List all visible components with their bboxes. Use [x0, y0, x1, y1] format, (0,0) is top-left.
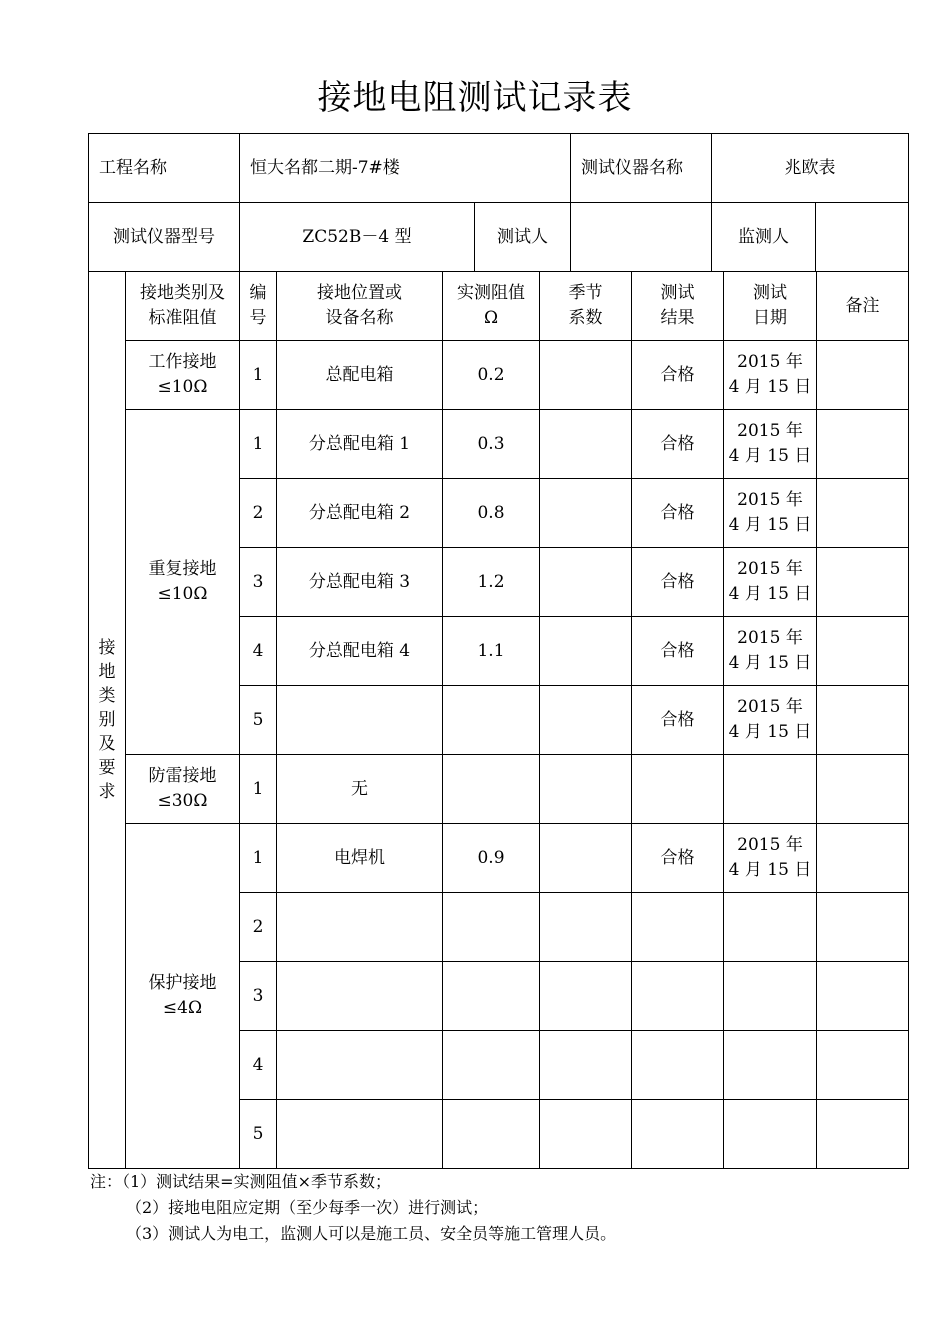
row-location-text: 总配电箱: [325, 364, 394, 385]
group-label: [126, 755, 240, 824]
group-label: [126, 341, 240, 410]
col-date: [724, 272, 817, 341]
row-result: [632, 1100, 724, 1169]
row-measured-text: 0.3: [477, 433, 505, 454]
row-date-text: 2015 年: [737, 559, 803, 579]
col-season-text: 系数: [568, 308, 603, 328]
row-date: [724, 479, 817, 548]
row-date-text: 4 月 15 日: [728, 515, 812, 535]
row-location: [277, 548, 443, 617]
row-date-text: 4 月 15 日: [728, 446, 812, 466]
row-no: [240, 1100, 277, 1169]
row-no-text: 1: [252, 847, 264, 868]
tester-label: 测试人: [475, 203, 571, 272]
col-measured-text: Ω: [483, 308, 499, 328]
row-measured-text: 1.2: [477, 571, 505, 592]
col-remark-text: 备注: [845, 295, 880, 316]
row-location: [277, 410, 443, 479]
tester-value: [571, 203, 712, 272]
row-remark: [817, 1031, 909, 1100]
row-season: [540, 479, 632, 548]
row-date: [724, 824, 817, 893]
project-label: 工程名称: [89, 134, 240, 203]
row-date: [724, 617, 817, 686]
note-line: （3）测试人为电工，监测人可以是施工员、安全员等施工管理人员。: [126, 1224, 617, 1243]
row-location: [277, 1031, 443, 1100]
row-measured: [443, 410, 540, 479]
row-remark: [817, 479, 909, 548]
row-result: [632, 893, 724, 962]
row-location: [277, 824, 443, 893]
row-season: [540, 548, 632, 617]
row-date: [724, 341, 817, 410]
row-remark: [817, 341, 909, 410]
row-date-text: 2015 年: [737, 835, 803, 855]
row-date-text: 2015 年: [737, 352, 803, 372]
row-no-text: 2: [252, 502, 264, 523]
row-season: [540, 617, 632, 686]
col-date-text: 测试: [753, 283, 787, 303]
row-remark: [817, 1100, 909, 1169]
instrument-model-value: ZC52B－4 型: [240, 203, 475, 272]
row-no: [240, 479, 277, 548]
row-no-text: 1: [252, 433, 264, 454]
table-row: [89, 755, 909, 824]
instrument-name-value: 兆欧表: [712, 134, 909, 203]
instrument-name-label: 测试仪器名称: [571, 134, 712, 203]
category-label: 接 地 类 别 及 要 求: [98, 637, 116, 802]
row-no-text: 4: [252, 1054, 264, 1075]
row-result: [632, 962, 724, 1031]
table-row: [89, 824, 909, 893]
monitor-label: 监测人: [712, 203, 816, 272]
row-date-text: 4 月 15 日: [728, 860, 812, 880]
row-result-text: 合格: [660, 502, 695, 523]
table-row: [89, 341, 909, 410]
row-result: [632, 617, 724, 686]
row-season: [540, 1100, 632, 1169]
row-remark: [817, 962, 909, 1031]
row-no: [240, 755, 277, 824]
row-remark: [817, 824, 909, 893]
row-result-text: 合格: [660, 364, 695, 385]
row-no-text: 1: [252, 778, 264, 799]
row-location-text: 分总配电箱 2: [308, 502, 411, 523]
col-result-text: 测试: [660, 283, 695, 303]
group-label-text: ≤10Ω: [157, 377, 208, 397]
row-location: [277, 686, 443, 755]
row-result: [632, 548, 724, 617]
row-location: [277, 1100, 443, 1169]
col-no: [240, 272, 277, 341]
row-location-text: 分总配电箱 1: [308, 433, 411, 454]
row-location: [277, 755, 443, 824]
row-no-text: 5: [252, 1123, 264, 1144]
row-date: [724, 686, 817, 755]
group-label-text: 防雷接地: [148, 766, 217, 786]
row-no: [240, 341, 277, 410]
group-label: [126, 824, 240, 1169]
col-location-text: 接地位置或: [317, 283, 402, 303]
row-result: [632, 410, 724, 479]
row-result-text: 合格: [660, 640, 695, 661]
row-remark: [817, 548, 909, 617]
row-measured: [443, 479, 540, 548]
category-column: [89, 272, 126, 1169]
row-result-text: 合格: [660, 433, 695, 454]
row-date: [724, 755, 817, 824]
project-value: 恒大名都二期-7#楼: [240, 134, 571, 203]
row-date: [724, 1100, 817, 1169]
row-measured: [443, 686, 540, 755]
row-measured: [443, 824, 540, 893]
row-measured: [443, 617, 540, 686]
row-location: [277, 479, 443, 548]
row-measured-text: 0.2: [477, 364, 505, 385]
row-no: [240, 1031, 277, 1100]
col-type-std-text: 标准阻值: [148, 308, 217, 328]
row-date-text: 2015 年: [737, 628, 803, 648]
col-result: [632, 272, 724, 341]
row-no: [240, 824, 277, 893]
row-date-text: 2015 年: [737, 697, 803, 717]
row-result: [632, 341, 724, 410]
row-location: [277, 893, 443, 962]
row-measured-text: 1.1: [477, 640, 505, 661]
column-header-row: [89, 272, 909, 341]
col-type-std: [126, 272, 240, 341]
table-row: [89, 410, 909, 479]
row-measured: [443, 1100, 540, 1169]
row-no-text: 4: [252, 640, 264, 661]
row-no-text: 3: [252, 571, 264, 592]
group-label-text: 保护接地: [148, 973, 217, 993]
group-label-text: 重复接地: [148, 559, 217, 579]
row-date-text: 2015 年: [737, 490, 803, 510]
row-measured: [443, 893, 540, 962]
col-location: [277, 272, 443, 341]
row-date-text: 4 月 15 日: [728, 584, 812, 604]
row-season: [540, 962, 632, 1031]
row-measured: [443, 341, 540, 410]
group-label-text: ≤4Ω: [162, 998, 203, 1018]
row-no-text: 5: [252, 709, 264, 730]
row-location: [277, 341, 443, 410]
row-season: [540, 755, 632, 824]
monitor-value: [816, 203, 909, 272]
row-date-text: 4 月 15 日: [728, 377, 812, 397]
col-location-text: 设备名称: [325, 308, 394, 328]
row-measured: [443, 755, 540, 824]
row-season: [540, 341, 632, 410]
row-result: [632, 686, 724, 755]
row-measured: [443, 962, 540, 1031]
col-no-text: 号: [249, 308, 267, 328]
row-measured-text: 0.8: [477, 502, 505, 523]
row-result-text: 合格: [660, 709, 695, 730]
row-remark: [817, 893, 909, 962]
instrument-model-label: 测试仪器型号: [89, 203, 240, 272]
row-result: [632, 1031, 724, 1100]
row-season: [540, 410, 632, 479]
row-result: [632, 755, 724, 824]
col-date-text: 日期: [753, 308, 787, 328]
row-location-text: 分总配电箱 3: [308, 571, 411, 592]
row-measured-text: 0.9: [477, 847, 505, 868]
col-no-text: 编: [249, 283, 267, 303]
measurement-table: [88, 271, 909, 1169]
row-measured: [443, 548, 540, 617]
col-season-text: 季节: [568, 283, 603, 303]
row-no: [240, 686, 277, 755]
row-remark: [817, 410, 909, 479]
row-no: [240, 617, 277, 686]
row-no-text: 1: [252, 364, 264, 385]
group-label: [126, 410, 240, 755]
row-date-text: 2015 年: [737, 421, 803, 441]
page-title: 接地电阻测试记录表: [317, 78, 633, 118]
row-location: [277, 962, 443, 1031]
row-result: [632, 824, 724, 893]
col-result-text: 结果: [660, 308, 695, 328]
row-location-text: 电焊机: [334, 847, 385, 868]
row-date: [724, 962, 817, 1031]
row-result-text: 合格: [660, 847, 695, 868]
row-date-text: 4 月 15 日: [728, 722, 812, 742]
row-season: [540, 893, 632, 962]
header-table: [88, 133, 909, 272]
row-no-text: 3: [252, 985, 264, 1006]
row-location-text: 无: [351, 778, 368, 799]
row-no: [240, 548, 277, 617]
row-measured: [443, 1031, 540, 1100]
row-no: [240, 962, 277, 1031]
row-date: [724, 893, 817, 962]
row-season: [540, 824, 632, 893]
col-measured-text: 实测阻值: [457, 283, 525, 303]
group-label-text: 工作接地: [148, 352, 217, 372]
row-remark: [817, 686, 909, 755]
row-remark: [817, 755, 909, 824]
row-no: [240, 410, 277, 479]
row-result: [632, 479, 724, 548]
row-no: [240, 893, 277, 962]
note-line: （2）接地电阻应定期（至少每季一次）进行测试；: [126, 1198, 489, 1217]
group-label-text: ≤10Ω: [157, 584, 208, 604]
row-date-text: 4 月 15 日: [728, 653, 812, 673]
col-remark: [817, 272, 909, 341]
col-season: [540, 272, 632, 341]
row-season: [540, 1031, 632, 1100]
row-date: [724, 1031, 817, 1100]
row-location-text: 分总配电箱 4: [308, 640, 411, 661]
row-remark: [817, 617, 909, 686]
row-no-text: 2: [252, 916, 264, 937]
group-label-text: ≤30Ω: [157, 791, 208, 811]
row-result-text: 合格: [660, 571, 695, 592]
row-date: [724, 548, 817, 617]
notes: [90, 1169, 616, 1247]
row-location: [277, 617, 443, 686]
col-type-std-text: 接地类别及: [140, 283, 225, 303]
row-date: [724, 410, 817, 479]
col-measured: [443, 272, 540, 341]
note-line: 注：（1）测试结果=实测阻值×季节系数；: [90, 1172, 391, 1191]
row-season: [540, 686, 632, 755]
